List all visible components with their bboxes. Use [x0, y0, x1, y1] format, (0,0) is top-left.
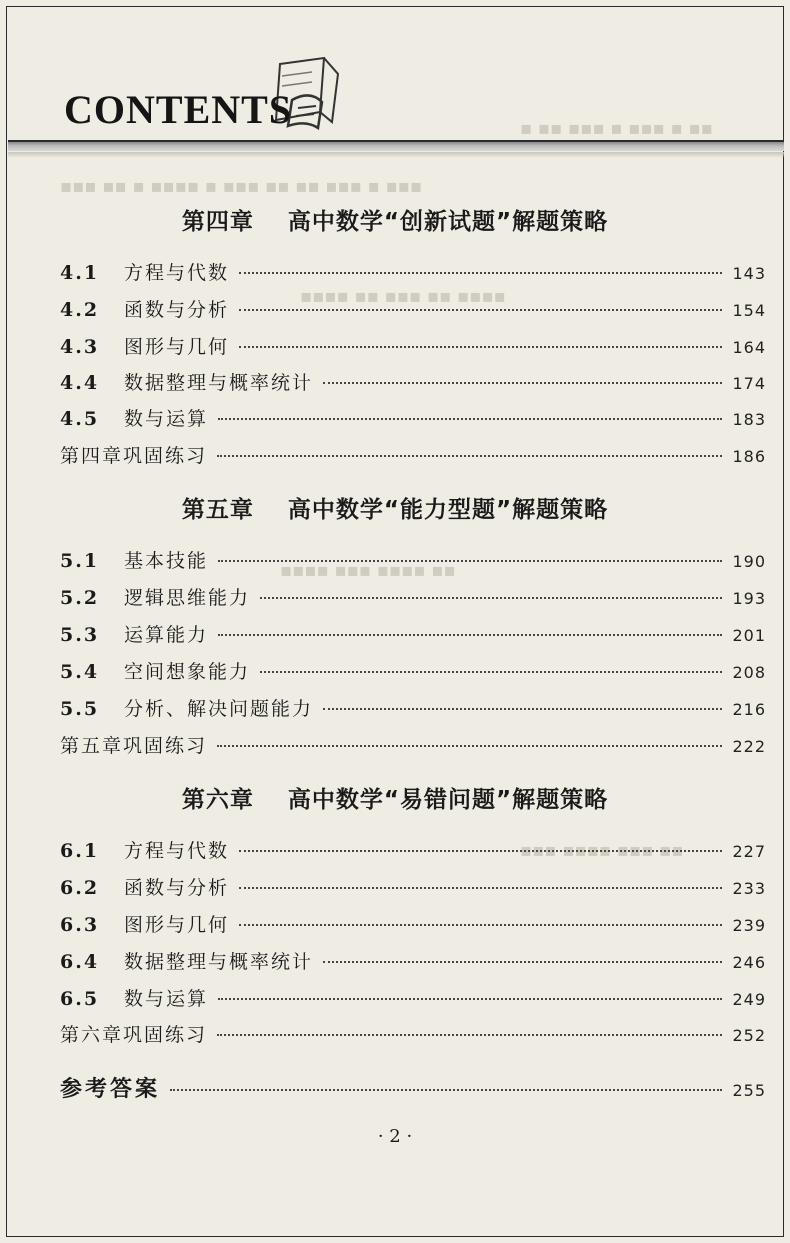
bleed-through-texture: ▪▪▪▪ ▪▪ ▪▪▪ ▪▪ ▪▪▪▪	[300, 286, 506, 307]
page-ref: 222	[732, 737, 766, 756]
section-number: 4.1	[60, 262, 100, 284]
page-ref: 239	[732, 916, 766, 935]
chapter-title	[0, 781, 790, 814]
leader-dots	[218, 560, 722, 562]
toc-entry[interactable]	[60, 620, 766, 650]
toc-entry[interactable]	[60, 947, 766, 977]
toc-entry[interactable]	[60, 258, 766, 288]
bleed-through-texture: ▪ ▪▪ ▪▪▪ ▪ ▪▪▪ ▪ ▪▪	[520, 118, 713, 139]
page-ref: 249	[732, 990, 766, 1009]
section-title: 基本技能	[124, 550, 209, 572]
page-ref: 216	[732, 700, 766, 719]
chapter-title	[0, 491, 790, 524]
page-ref: 154	[732, 301, 766, 320]
page-ref: 143	[732, 264, 766, 283]
page-ref: 174	[732, 374, 766, 393]
page-ref: 183	[732, 410, 766, 429]
page-ref: 186	[732, 447, 766, 466]
review-title: 第六章巩固练习	[60, 1024, 208, 1046]
section-number: 4.4	[60, 372, 100, 394]
bleed-through-texture: ▪▪▪ ▪▪ ▪ ▪▪▪▪ ▪ ▪▪▪ ▪▪ ▪▪ ▪▪▪ ▪ ▪▪▪	[60, 176, 423, 197]
leader-dots	[239, 272, 722, 274]
toc-entry-review[interactable]	[60, 731, 766, 761]
section-title: 分析、解决问题能力	[124, 698, 314, 720]
section-title: 数据整理与概率统计	[124, 951, 314, 973]
header-divider-shadow	[8, 152, 784, 158]
toc-entry[interactable]	[60, 295, 766, 325]
section-title: 函数与分析	[124, 299, 230, 321]
section-title: 图形与几何	[124, 914, 230, 936]
section-title: 图形与几何	[124, 336, 230, 358]
leader-dots	[260, 597, 722, 599]
section-title: 数与运算	[124, 408, 209, 430]
header	[0, 0, 790, 170]
section-number: 5.4	[60, 661, 100, 683]
answers-title: 参考答案	[60, 1077, 161, 1102]
leader-dots	[217, 1034, 722, 1036]
chapter-title	[0, 203, 790, 236]
leader-dots	[323, 708, 722, 710]
toc-entry[interactable]	[60, 694, 766, 724]
chapter-name: 高中数学“创新试题”解题策略	[287, 209, 609, 235]
section-title: 方程与代数	[124, 840, 230, 862]
review-title: 第五章巩固练习	[60, 735, 208, 757]
toc-entry[interactable]	[60, 910, 766, 940]
section-number: 5.2	[60, 587, 100, 609]
page-ref: 164	[732, 338, 766, 357]
page-ref: 190	[732, 552, 766, 571]
section-number: 6.3	[60, 914, 100, 936]
chapter-number: 第四章	[181, 209, 254, 235]
chapter-number: 第六章	[181, 787, 254, 813]
toc-entry[interactable]	[60, 546, 766, 576]
section-number: 5.1	[60, 550, 100, 572]
leader-dots	[170, 1089, 722, 1091]
toc-entry[interactable]	[60, 657, 766, 687]
section-title: 空间想象能力	[124, 661, 251, 683]
section-title: 运算能力	[124, 624, 209, 646]
section-title: 函数与分析	[124, 877, 230, 899]
section-number: 5.5	[60, 698, 100, 720]
leader-dots	[218, 418, 722, 420]
page-ref: 246	[732, 953, 766, 972]
toc-entry[interactable]	[60, 583, 766, 613]
leader-dots	[323, 961, 722, 963]
leader-dots	[260, 671, 722, 673]
toc-entry-review[interactable]	[60, 1020, 766, 1050]
toc-entry-review[interactable]	[60, 441, 766, 471]
leader-dots	[217, 745, 722, 747]
page-number: · 2 ·	[377, 1126, 413, 1147]
page-ref: 252	[732, 1026, 766, 1045]
section-title: 数与运算	[124, 988, 209, 1010]
header-divider	[8, 140, 784, 151]
toc-entry[interactable]	[60, 836, 766, 866]
toc-entry[interactable]	[60, 404, 766, 434]
bleed-through-texture: ▪▪▪▪ ▪▪▪ ▪▪▪▪ ▪▪	[280, 560, 456, 581]
page-ref: 193	[732, 589, 766, 608]
section-title: 数据整理与概率统计	[124, 372, 314, 394]
review-title: 第四章巩固练习	[60, 445, 208, 467]
section-number: 5.3	[60, 624, 100, 646]
leader-dots	[323, 382, 722, 384]
section-number: 6.5	[60, 988, 100, 1010]
page-ref: 233	[732, 879, 766, 898]
leader-dots	[239, 309, 722, 311]
chapter-name: 高中数学“能力型题”解题策略	[287, 497, 609, 523]
leader-dots	[239, 346, 722, 348]
leader-dots	[217, 455, 722, 457]
toc-entry[interactable]	[60, 984, 766, 1014]
leader-dots	[239, 924, 722, 926]
section-number: 6.4	[60, 951, 100, 973]
toc-entry[interactable]	[60, 368, 766, 398]
page-ref: 208	[732, 663, 766, 682]
bleed-through-texture: ▪▪▪ ▪▪▪▪ ▪▪▪ ▪▪	[520, 840, 684, 861]
leader-dots	[239, 850, 722, 852]
section-number: 6.1	[60, 840, 100, 862]
page-ref: 201	[732, 626, 766, 645]
section-title: 方程与代数	[124, 262, 230, 284]
section-number: 4.3	[60, 336, 100, 358]
chapter-name: 高中数学“易错问题”解题策略	[287, 787, 609, 813]
section-title: 逻辑思维能力	[124, 587, 251, 609]
section-number: 4.5	[60, 408, 100, 430]
page-ref: 255	[732, 1081, 766, 1100]
page-ref: 227	[732, 842, 766, 861]
chapter-number: 第五章	[181, 497, 254, 523]
toc-entry[interactable]	[60, 873, 766, 903]
section-number: 6.2	[60, 877, 100, 899]
toc-entry-answers[interactable]	[60, 1072, 766, 1102]
leader-dots	[218, 634, 722, 636]
leader-dots	[239, 887, 722, 889]
section-number: 4.2	[60, 299, 100, 321]
toc-entry[interactable]	[60, 332, 766, 362]
contents-title: CONTENTS	[64, 87, 293, 132]
leader-dots	[218, 998, 722, 1000]
